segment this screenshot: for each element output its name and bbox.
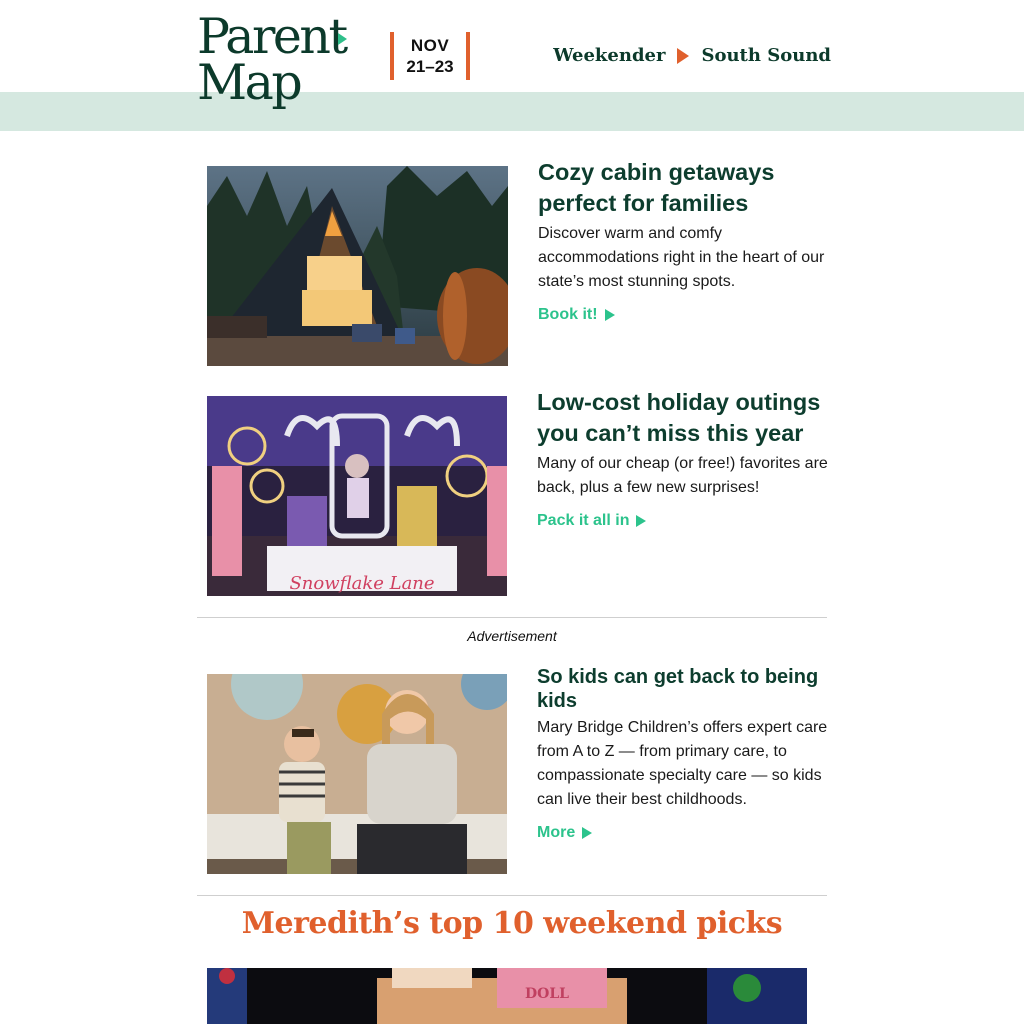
header — [0, 0, 1024, 111]
story-ad-text — [537, 666, 832, 844]
story-title[interactable]: Cozy cabin getaways perfect for families — [538, 159, 775, 216]
cta-label: Book it! — [538, 306, 598, 323]
header-band — [0, 92, 1024, 131]
doll-sign: DOLL — [524, 986, 570, 1002]
mary-bridge-image[interactable] — [207, 674, 507, 874]
arrow-right-icon — [677, 48, 689, 64]
divider — [197, 895, 827, 896]
cta-label: More — [537, 824, 576, 841]
story-cabin-text — [538, 159, 833, 326]
cabin-image[interactable] — [207, 166, 508, 366]
date-days: 21–23 — [406, 57, 454, 76]
date-month: NOV — [410, 36, 450, 55]
nav-weekender[interactable]: Weekender — [553, 45, 666, 66]
top-picks-heading: Meredith’s top 10 weekend picks — [241, 906, 783, 941]
cta-label: Pack it all in — [537, 512, 630, 529]
parentmap-logo[interactable] — [197, 8, 346, 111]
book-it-link[interactable] — [538, 304, 615, 326]
story-holiday-text — [537, 389, 832, 532]
story-title[interactable]: So kids can get back to being kids — [537, 666, 819, 712]
advertisement-label: Advertisement — [467, 628, 557, 644]
play-arrow-icon — [605, 309, 615, 321]
story-body: Many of our cheap (or free!) favorites are back, plus a few new surprises! — [537, 455, 828, 496]
logo-line-1: Parent — [197, 8, 346, 65]
story-body: Mary Bridge Children’s offers expert care from A to Z — from primary care, to compassionate specialty care — so kids can live their best childhoods. — [537, 719, 828, 808]
nav-south-sound[interactable]: South Sound — [701, 45, 831, 66]
logo-play-icon — [338, 33, 347, 45]
pack-it-all-in-link[interactable] — [537, 510, 646, 532]
story-title[interactable]: Low-cost holiday outings you can’t miss this year — [537, 389, 821, 446]
gingerbread-image[interactable] — [207, 968, 807, 1024]
play-arrow-icon — [636, 515, 646, 527]
divider — [197, 617, 827, 618]
date-badge — [390, 32, 470, 80]
more-link[interactable] — [537, 822, 592, 844]
snowflake-lane-sign: Snowflake Lane — [289, 573, 435, 594]
play-arrow-icon — [582, 827, 592, 839]
logo-line-2: Map — [197, 54, 301, 111]
holiday-image[interactable] — [207, 396, 507, 596]
edition-nav — [553, 45, 831, 66]
story-body: Discover warm and comfy accommodations right in the heart of our state’s most stunning spots. — [538, 225, 825, 290]
